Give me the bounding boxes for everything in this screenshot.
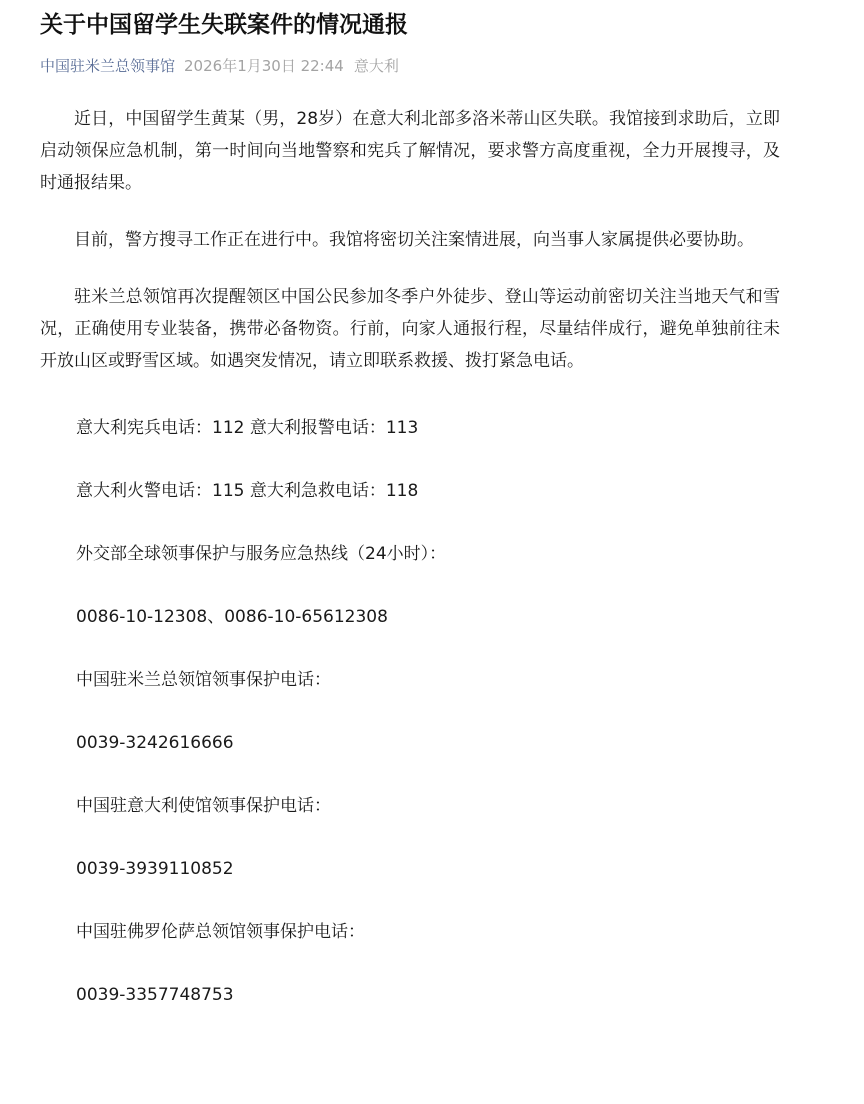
milan-consulate-number: 0039-3242616666 [76, 733, 234, 753]
florence-consulate-label: 中国驻佛罗伦萨总领馆领事保护电话： [76, 922, 365, 942]
florence-consulate-number: 0039-3357748753 [76, 985, 234, 1005]
milan-consulate-label: 中国驻米兰总领馆领事保护电话： [76, 670, 331, 690]
contact-list [40, 416, 780, 1007]
hotline-label: 外交部全球领事保护与服务应急热线（24小时）： [76, 544, 447, 564]
publish-time: 2026年1月30日 22:44 [184, 57, 344, 75]
paragraph-missing-report: 近日，中国留学生黄某（男，28岁）在意大利北部多洛米蒂山区失联。我馆接到求助后，立即启动领保应急机制，第一时间向当地警察和宪兵了解情况，要求警方高度重视，全力开展搜寻，及时通报结果。 [40, 109, 780, 193]
article-title: 关于中国留学生失联案件的情况通报 [40, 12, 408, 38]
article-meta [40, 56, 780, 76]
embassy-number: 0039-3939110852 [76, 859, 234, 879]
article-body [40, 103, 780, 1007]
paragraph-search-status: 目前，警方搜寻工作正在进行中。我馆将密切关注案情进展，向当事人家属提供必要协助。 [74, 230, 754, 250]
account-name-link[interactable]: 中国驻米兰总领事馆 [40, 57, 176, 75]
emergency-numbers-fire-ambulance: 意大利火警电话：115 意大利急救电话：118 [76, 481, 419, 501]
emergency-numbers-police: 意大利宪兵电话：112 意大利报警电话：113 [76, 418, 419, 438]
hotline-numbers: 0086-10-12308、0086-10-65612308 [76, 607, 388, 627]
paragraph-safety-reminder: 驻米兰总领馆再次提醒领区中国公民参加冬季户外徒步、登山等运动前密切关注当地天气和雪况，正确使用专业装备，携带必备物资。行前，向家人通报行程，尽量结伴成行，避免单独前往未开放山区或野雪区域。如遇突发情况，请立即联系救援、拨打紧急电话。 [40, 287, 780, 371]
article [40, 0, 780, 1007]
embassy-label: 中国驻意大利使馆领事保护电话： [76, 796, 331, 816]
publish-location: 意大利 [353, 57, 399, 75]
